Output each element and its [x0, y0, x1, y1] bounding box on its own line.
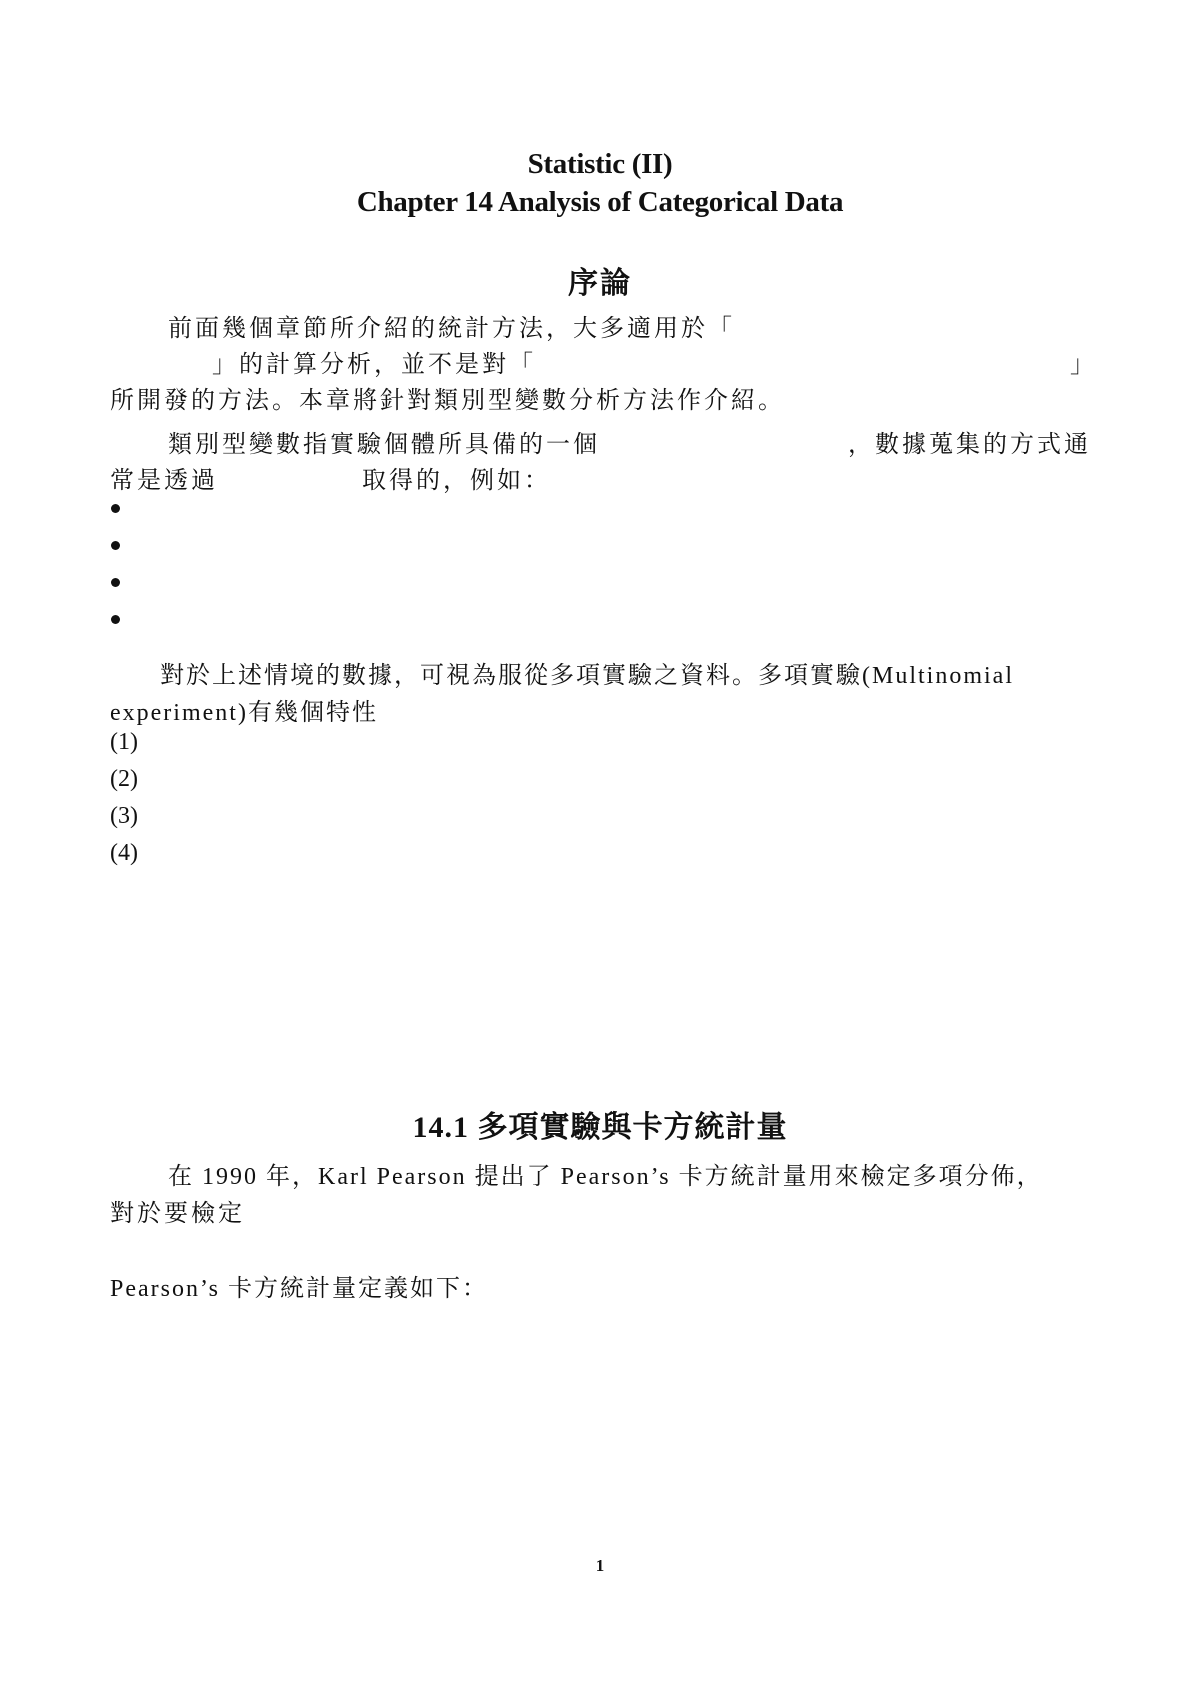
example-bullet-3 [111, 578, 120, 587]
section-paragraph-line-1: 在 1990 年，Karl Pearson 提出了 Pearson’s 卡方統計量用來檢定多項分佈， [168, 1164, 1043, 1190]
page-number: 1 [595, 1556, 605, 1575]
example-bullet-4 [111, 615, 120, 624]
property-item-1: (1) [110, 729, 138, 755]
property-item-2: (2) [110, 766, 138, 792]
intro-paragraph-1-line-2-end: 」 [1070, 352, 1097, 378]
multinomial-paragraph-line-1: 對於上述情境的數據，可視為服從多項實驗之資料。多項實驗(Multinomial [160, 663, 1014, 689]
document-title-course: Statistic (II) [527, 148, 673, 180]
property-item-3: (3) [110, 803, 138, 829]
intro-paragraph-2-line-1-start: 類別型變數指實驗個體所具備的一個 [168, 432, 600, 458]
intro-paragraph-1-line-1: 前面幾個章節所介紹的統計方法，大多適用於「 [168, 316, 735, 342]
example-bullet-2 [111, 541, 120, 550]
pearson-definition-line: Pearson’s 卡方統計量定義如下： [110, 1276, 488, 1302]
section-paragraph-line-2: 對於要檢定 [110, 1201, 245, 1227]
intro-paragraph-1-line-3: 所開發的方法。本章將針對類別型變數分析方法作介紹。 [110, 388, 785, 414]
example-bullet-1 [111, 504, 120, 513]
section-heading: 14.1 多項實驗與卡方統計量 [412, 1111, 788, 1144]
document-title-chapter: Chapter 14 Analysis of Categorical Data [356, 186, 844, 218]
intro-heading: 序論 [568, 267, 632, 300]
intro-paragraph-1-line-2-start: 」的計算分析，並不是對「 [212, 352, 536, 378]
intro-paragraph-2-line-2-start: 常是透過 [110, 468, 218, 494]
multinomial-paragraph-line-2: experiment)有幾個特性 [110, 700, 378, 726]
property-item-4: (4) [110, 840, 138, 866]
intro-paragraph-2-line-1-end: ，數據蒐集的方式通 [848, 432, 1091, 458]
intro-paragraph-2-line-2-end: 取得的，例如： [362, 468, 551, 494]
